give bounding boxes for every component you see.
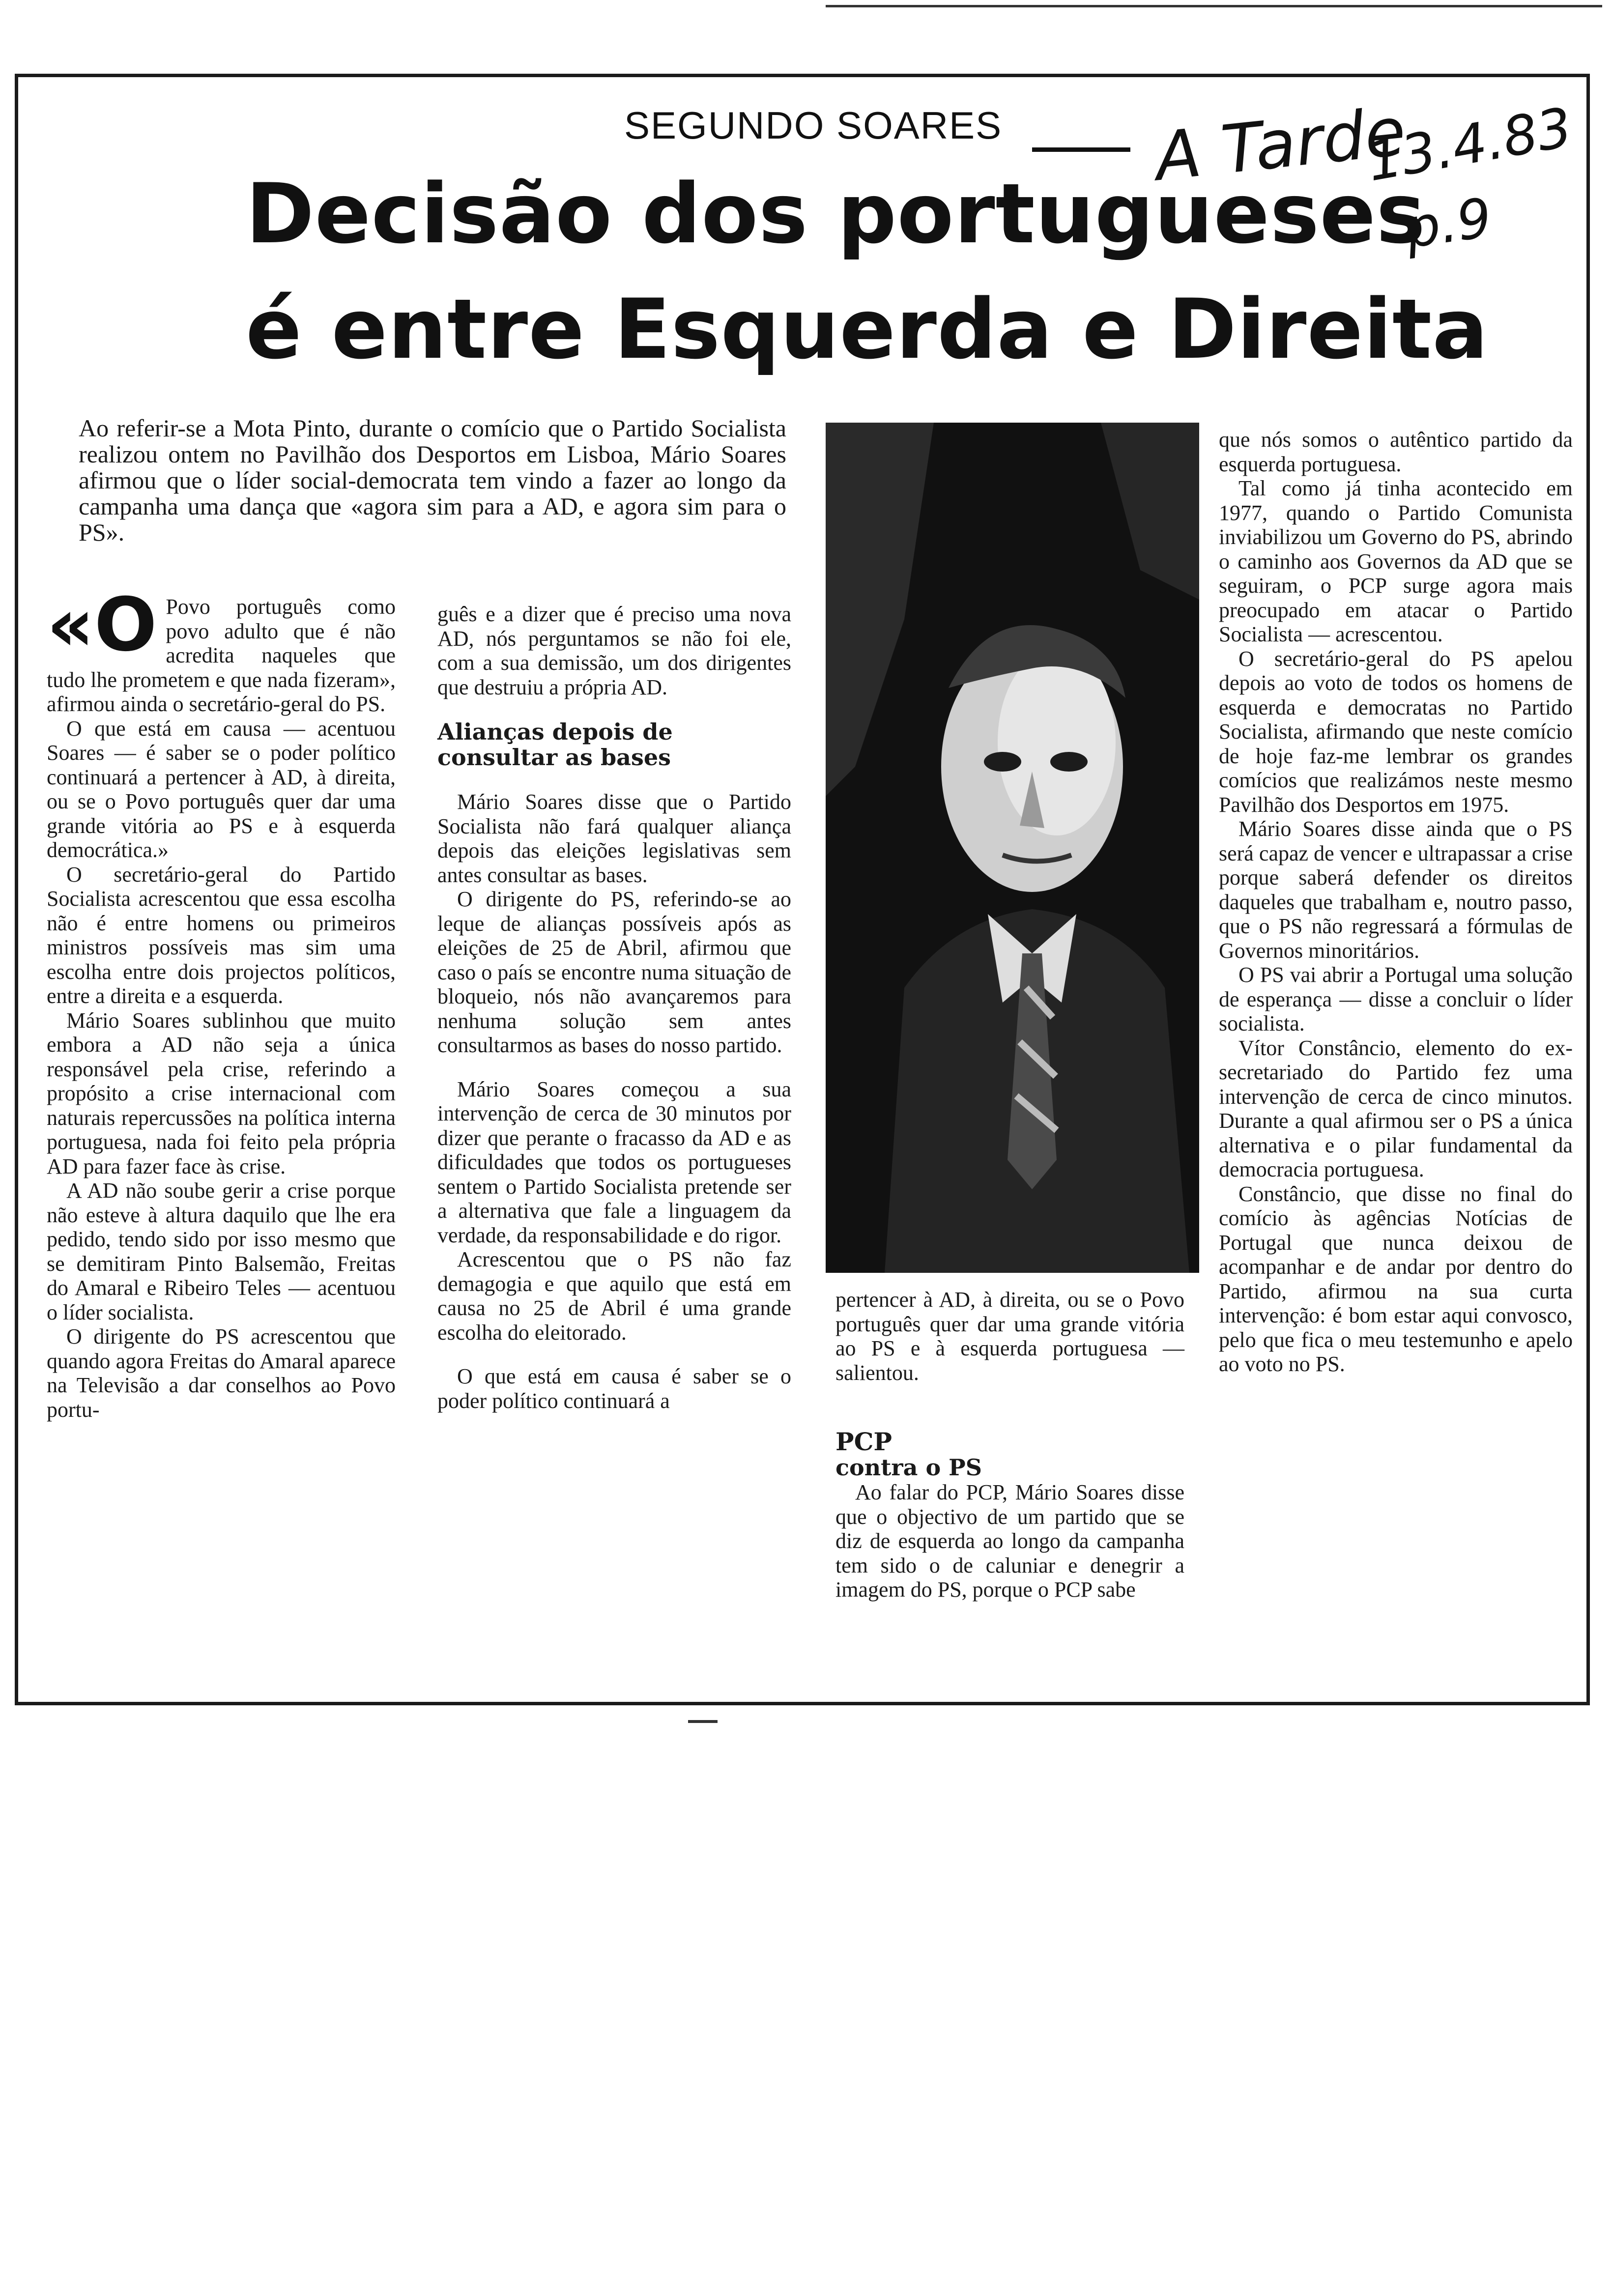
article-column-2: [437, 602, 791, 1413]
column-4-paragraph-4: Mário Soares disse ainda que o PS será capaz de vencer e ultrapassar a crise porque saberá defender os direitos daqueles que trabalham e, noutro passo, que o PS não regressará a fórmulas de Governos minoritários.: [1219, 817, 1573, 963]
column-1-paragraph-2: O que está em causa — acentuou Soares — é saber se o poder político continuará a pertencer à AD, à direita, ou se o Povo português quer dar uma grande vitória ao PS e à esquerda democrática.»: [47, 716, 396, 862]
column-1-paragraph-4: Mário Soares sublinhou que muito embora a AD não seja a única responsável pela crise, referindo a propósito a crise internacional com naturais repercussões na política interna portuguesa, nada foi feito pela própria AD para fazer face às crise.: [47, 1008, 396, 1178]
spacer: [437, 699, 791, 719]
column-2-paragraph-2: Mário Soares disse que o Partido Socialista não fará qualquer aliança depois das eleições legislativas sem antes consultar as bases.: [437, 790, 791, 887]
column-4-paragraph-7: Constâncio, que disse no final do comício às agências Notícias de Portugal que nunca deixou de acompanhar e de andar por dentro do Partido, afirmou na sua curta intervenção: é bom estar aqui convosco, pelo que fica o meu testemunho e apelo ao voto no PS.: [1219, 1181, 1573, 1376]
headline-line-2: é entre Esquerda e Direita: [246, 281, 1489, 377]
article-column-4: [1219, 428, 1573, 1377]
handwritten-date-note: 13.4.83: [1362, 95, 1577, 194]
handwritten-page-note: p.9: [1401, 186, 1496, 260]
portrait-photo-image: [826, 423, 1199, 1273]
page-top-rule: [826, 5, 1602, 7]
subhead-pcp: PCP: [835, 1427, 892, 1456]
portrait-photo: [826, 423, 1199, 1273]
column-4-paragraph-5: O PS vai abrir a Portugal uma solução de esperança — disse a concluir o líder socialista.: [1219, 963, 1573, 1035]
column-4-paragraph-2: Tal como já tinha acontecido em 1977, quando o Partido Comunista inviabilizou um Governo do PS, abrindo o caminho aos Governos da AD que se seguiram, o PCP surge agora mais preocupado em atacar o Partido Socialista — acrescentou.: [1219, 476, 1573, 646]
article-lead: [79, 415, 786, 545]
column-4-paragraph-3: O secretário-geral do PS apelou depois ao voto de todos os homens de esquerda e democratas no Partido Socialista, afirmando que neste comício de hoje faz-me lembrar os grandes comícios que realizámos neste mesmo Pavilhão dos Desportos em 1975.: [1219, 646, 1573, 817]
article-column-3: [835, 1288, 1184, 1602]
column-2-paragraph-5: Acrescentou que o PS não faz demagogia e que aquilo que está em causa no 25 de Abril é uma grande escolha do eleitorado.: [437, 1247, 791, 1345]
article-kicker: SEGUNDO SOARES: [624, 104, 1003, 147]
page-bottom-mark: [688, 1720, 718, 1723]
column-1-paragraph-5: A AD não soube gerir a crise porque não esteve à altura daquilo que lhe era pedido, tendo sido por isso mesmo que se demitiram Pinto Balsemão, Freitas do Amaral e Ribeiro Teles — acentuou o líder socialista.: [47, 1178, 396, 1324]
spacer: [437, 1345, 791, 1364]
subhead-aliancas: Alianças depois de consultar as bases: [437, 718, 673, 771]
column-3-paragraph-1: pertencer à AD, à direita, ou se o Povo português quer dar uma grande vitória ao PS e à esquerda portuguesa — salientou.: [835, 1288, 1184, 1385]
spacer: [835, 1385, 1184, 1429]
spacer: [437, 1058, 791, 1077]
subhead-contra-o-ps: contra o PS: [835, 1454, 982, 1481]
column-1-paragraph-3: O secretário-geral do Partido Socialista acrescentou que essa escolha não é entre homens ou primeiros ministros possíveis mas sim uma escolha entre dois projectos políticos, entre a direita e a esquerda.: [47, 862, 396, 1008]
article-column-1: [47, 582, 396, 1422]
drop-cap: «O: [47, 582, 157, 668]
headline-line-1: Decisão dos portugueses: [246, 166, 1426, 262]
column-4-paragraph-6: Vítor Constâncio, elemento do ex-secretariado do Partido fez uma intervenção de cerca de cinco minutos. Durante a qual afirmou ser o PS a única alternativa e o pilar fundamental da democracia portuguesa.: [1219, 1035, 1573, 1181]
spacer: [437, 770, 791, 790]
column-1-paragraph-6: O dirigente do PS acrescentou que quando agora Freitas do Amaral aparece na Televisão a dar conselhos ao Povo portu-: [47, 1324, 396, 1422]
column-4-paragraph-1: que nós somos o autêntico partido da esquerda portuguesa.: [1219, 428, 1573, 476]
column-3-paragraph-2: Ao falar do PCP, Mário Soares disse que o objectivo de um partido que se diz de esquerda ao longo da campanha tem sido o de caluniar e denegrir a imagem do PS, porque o PCP sabe: [835, 1480, 1184, 1602]
column-2-paragraph-3: O dirigente do PS, referindo-se ao leque de alianças possíveis após as eleições de 25 de Abril, afirmou que caso o país se encontre numa situação de bloqueio, nós não avançaremos para nenhuma solução sem antes consultarmos as bases do nosso partido.: [437, 887, 791, 1057]
column-2-paragraph-4: Mário Soares começou a sua intervenção de cerca de 30 minutos por dizer que perante o fracasso da AD e as dificuldades que todos os portugueses sentem o Partido Socialista pretende ser a alternativa que fale a linguagem da verdade, da responsabilidade e do rigor.: [437, 1077, 791, 1247]
kicker-rule: [1032, 147, 1130, 152]
column-2-paragraph-1: guês e a dizer que é preciso uma nova AD, nós perguntamos se não foi ele, com a sua demissão, um dos dirigentes que destruiu a própria AD.: [437, 602, 791, 699]
column-1-paragraph-1-text: Povo português como povo adulto que é não acredita naqueles que tudo lhe prometem e que nada fizeram», afirmou ainda o secretário-geral do PS.: [47, 595, 396, 716]
handwritten-source-note: A Tarde: [1151, 92, 1410, 196]
lead-paragraph: Ao referir-se a Mota Pinto, durante o comício que o Partido Socialista realizou ontem no Pavilhão dos Desportos em Lisboa, Mário Soares afirmou que o líder social-democrata tem vindo a fazer ao longo da campanha uma dança que «agora sim para a AD, e agora sim para o PS».: [79, 414, 786, 546]
column-1-paragraph-1: [47, 582, 396, 717]
column-2-paragraph-6: O que está em causa é saber se o poder político continuará a: [437, 1364, 791, 1413]
